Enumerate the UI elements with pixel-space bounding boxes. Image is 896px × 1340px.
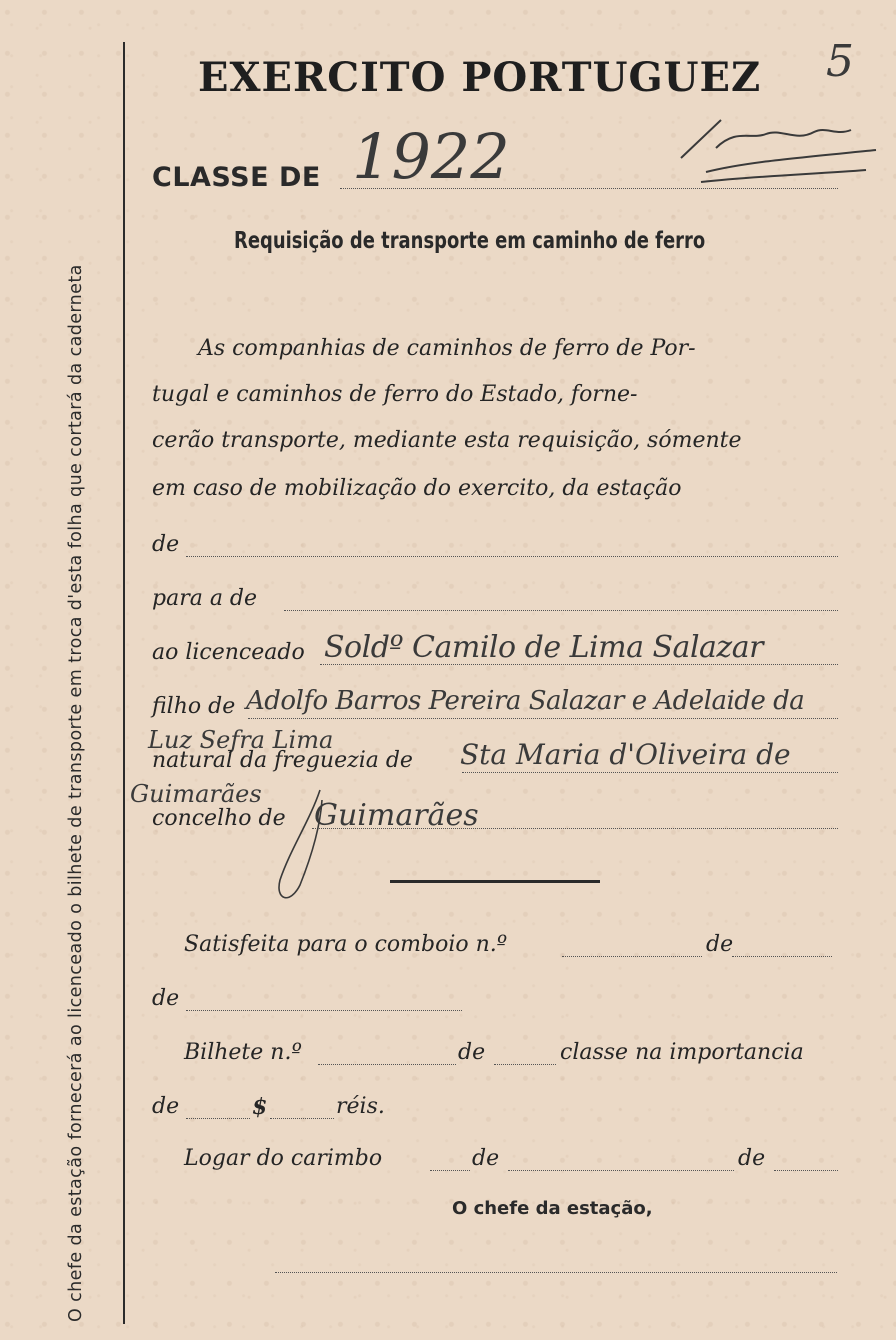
corner-mark: 5 bbox=[826, 36, 854, 87]
reis-label: réis. bbox=[336, 1094, 385, 1119]
natural-label: natural da freguezia de bbox=[152, 748, 413, 773]
bilhete-label: Bilhete n.º bbox=[184, 1040, 302, 1065]
logar-dotted-line bbox=[430, 1170, 470, 1171]
comboio-de-label: de bbox=[706, 932, 734, 957]
para-dotted-line bbox=[284, 610, 838, 611]
reis-de-label: de bbox=[152, 1094, 180, 1119]
filho-value: Adolfo Barros Pereira Salazar e Adelaide da bbox=[246, 686, 805, 716]
comboio-dotted-line bbox=[562, 956, 702, 957]
classe-value: 1922 bbox=[352, 120, 510, 193]
paragraph-line-3: cerão transporte, mediante esta requisição, sómente bbox=[152, 428, 742, 453]
signature-dotted-line bbox=[275, 1272, 837, 1273]
natural-value-continued: Guimarães bbox=[130, 780, 262, 808]
reis-dotted-line-2 bbox=[270, 1118, 334, 1119]
comboio-date-dotted-line bbox=[732, 956, 832, 957]
para-label: para a de bbox=[152, 586, 258, 611]
side-instruction: O chefe da estação fornecerá ao licenceado o bilhete de transporte em troca d'esta folha que cortará da caderneta bbox=[66, 264, 86, 1322]
satisfeita-label: Satisfeita para o comboio n.º bbox=[184, 932, 508, 957]
concelho-label: concelho de bbox=[152, 806, 286, 831]
section-divider bbox=[390, 880, 600, 883]
natural-dotted-line bbox=[462, 772, 838, 773]
guarda-underline-flourish bbox=[260, 780, 380, 910]
filho-value-continued: Luz Sefra Lima bbox=[148, 726, 334, 754]
bilhete-de-label: de bbox=[458, 1040, 486, 1065]
licenceado-label: ao licenceado bbox=[152, 640, 305, 665]
concelho-value: Guimarães bbox=[314, 798, 479, 833]
filho-label: filho de bbox=[152, 694, 236, 719]
paragraph-line-2: tugal e caminhos de ferro do Estado, forne- bbox=[152, 382, 638, 407]
margin-rule bbox=[123, 42, 125, 1324]
chefe-label: O chefe da estação, bbox=[452, 1198, 653, 1219]
logar-day-dotted-line bbox=[508, 1170, 734, 1171]
reis-dotted-line-1 bbox=[186, 1118, 250, 1119]
cifrao-label: $ bbox=[252, 1094, 268, 1120]
date-de-label: de bbox=[152, 986, 180, 1011]
date-dotted-line bbox=[186, 1010, 462, 1011]
licenceado-value: Soldº Camilo de Lima Salazar bbox=[324, 630, 763, 665]
page-title: EXERCITO PORTUGUEZ bbox=[198, 54, 762, 101]
logar-de-label-1: de bbox=[472, 1146, 500, 1171]
de-label: de bbox=[152, 532, 180, 557]
classe-number-dotted-line bbox=[494, 1064, 556, 1065]
logar-label: Logar do carimbo bbox=[184, 1146, 383, 1171]
filho-dotted-line bbox=[248, 718, 838, 719]
paragraph-line-4: em caso de mobilização do exercito, da estação bbox=[152, 476, 682, 501]
scribble-mark bbox=[676, 110, 881, 190]
logar-year-dotted-line bbox=[774, 1170, 838, 1171]
logar-de-label-2: de bbox=[738, 1146, 766, 1171]
de-dotted-line bbox=[186, 556, 838, 557]
natural-value: Sta Maria d'Oliveira de bbox=[460, 738, 791, 771]
subtitle: Requisição de transporte em caminho de ferro bbox=[234, 228, 706, 254]
classe-label: CLASSE DE bbox=[152, 162, 321, 193]
bilhete-dotted-line bbox=[318, 1064, 456, 1065]
paragraph-line-1: As companhias de caminhos de ferro de Por- bbox=[198, 336, 696, 361]
classe-importancia-label: classe na importancia bbox=[560, 1040, 804, 1065]
